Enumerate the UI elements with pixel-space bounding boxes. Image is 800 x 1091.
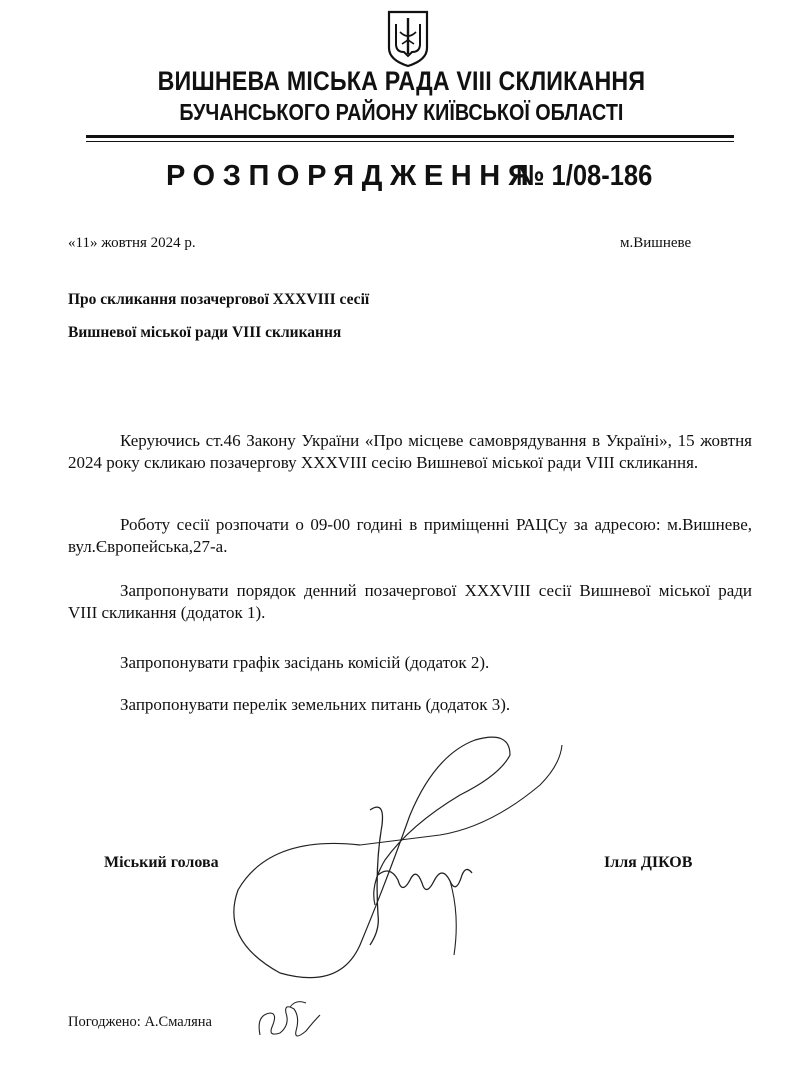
document-number: № 1/08-186 <box>516 160 653 192</box>
header-rule-thin <box>86 141 734 142</box>
trident-emblem-icon <box>386 10 430 68</box>
body-paragraph-5: Запропонувати перелік земельних питань (додаток 3). <box>120 695 511 714</box>
signatory-name: Ілля ДІКОВ <box>604 854 693 871</box>
organization-name: ВИШНЕВА МІСЬКА РАДА VIII СКЛИКАННЯ <box>157 66 646 96</box>
handwritten-signature-icon <box>210 715 570 985</box>
organization-district: БУЧАНСЬКОГО РАЙОНУ КИЇВСЬКОЇ ОБЛАСТІ <box>179 99 624 125</box>
body-paragraph-4: Запропонувати графік засідань комісій (додаток 2). <box>120 653 490 672</box>
approval-note: Погоджено: А.Смаляна <box>68 1014 212 1030</box>
document-type: РОЗПОРЯДЖЕННЯ <box>166 160 537 192</box>
document-place: м.Вишневе <box>620 235 692 251</box>
initials-signature-icon <box>250 995 330 1045</box>
body-paragraph-1: Керуючись ст.46 Закону України «Про місцеве самоврядування в Україні», 15 жовтня 2024 року скликаю позачергову XXXVIII сесію Вишневої міської ради VIII скликання. <box>68 431 752 472</box>
header-rule-thick <box>86 135 734 138</box>
body-paragraph-2: Роботу сесії розпочати о 09-00 годині в приміщенні РАЦСу за адресою: м.Вишневе, вул.Європейська,27-а. <box>68 515 752 556</box>
document-date: «11» жовтня 2024 р. <box>68 235 196 251</box>
signatory-title: Міський голова <box>104 854 219 871</box>
subject-line-2: Вишневої міської ради VIII скликання <box>68 324 342 341</box>
subject-line-1: Про скликання позачергової XXXVIII сесії <box>68 291 370 308</box>
body-paragraph-3: Запропонувати порядок денний позачергової XXXVIII сесії Вишневої міської ради VIII скликання (додаток 1). <box>68 581 752 622</box>
